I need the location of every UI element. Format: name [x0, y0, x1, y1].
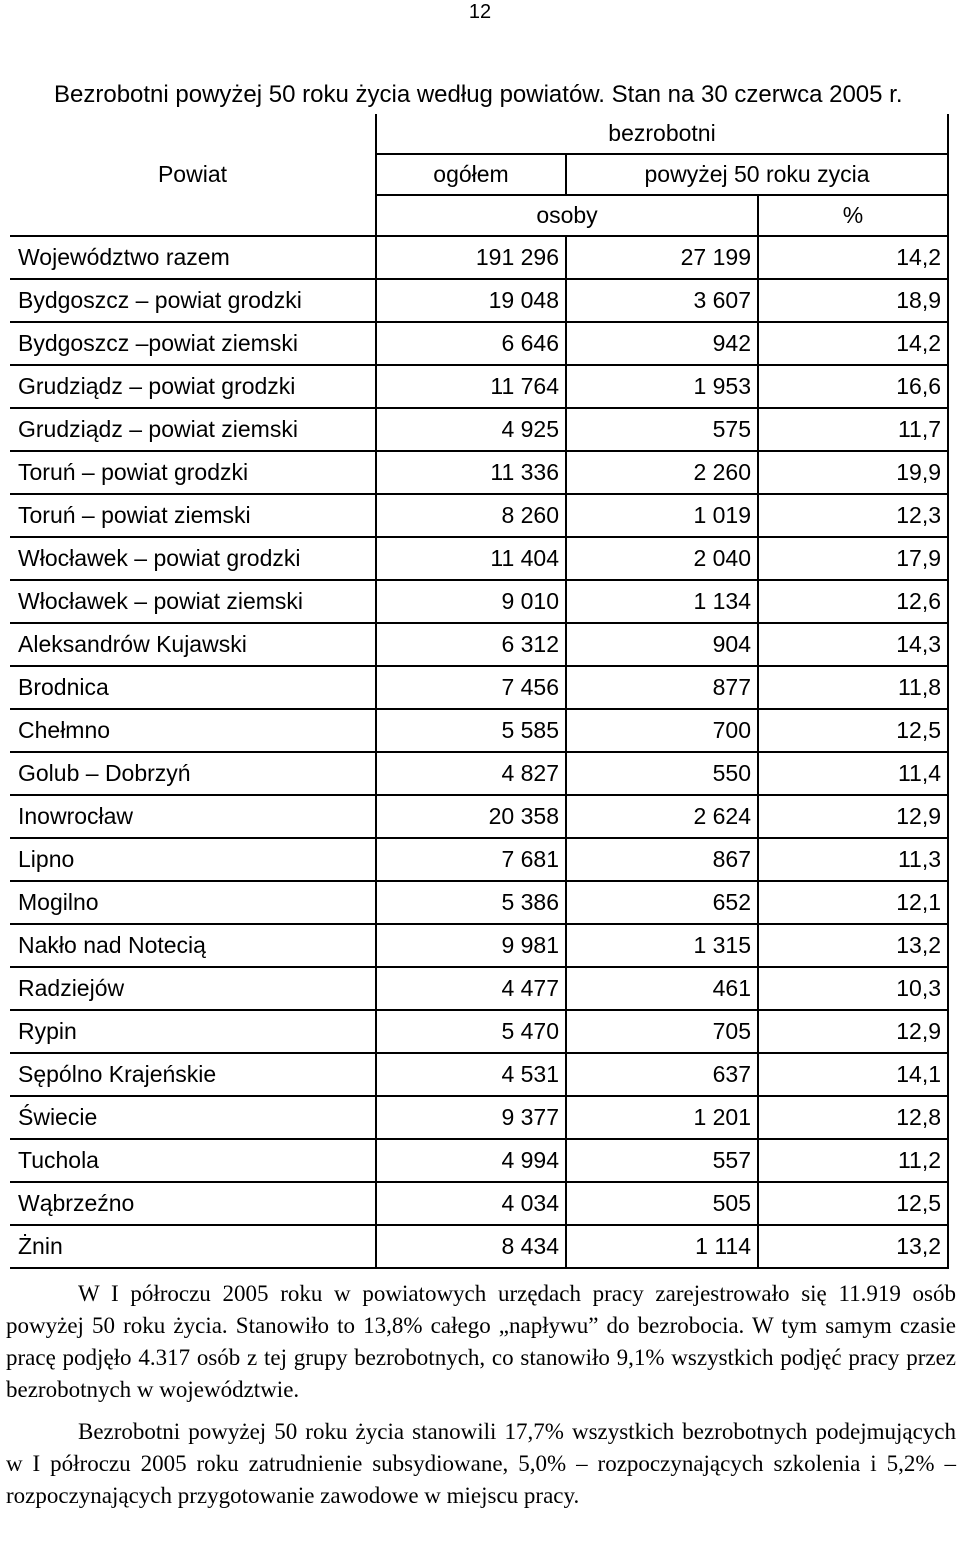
row-name-cell: Chełmno	[10, 709, 376, 752]
row-over50-cell: 700	[566, 709, 758, 752]
table-row	[10, 1182, 948, 1225]
row-name-cell: Województwo razem	[10, 236, 376, 279]
row-name-cell: Radziejów	[10, 967, 376, 1010]
row-over50-cell: 2 040	[566, 537, 758, 580]
row-over50-cell: 505	[566, 1182, 758, 1225]
row-over50-cell: 461	[566, 967, 758, 1010]
row-name-cell: Toruń – powiat grodzki	[10, 451, 376, 494]
row-total-cell: 4 994	[376, 1139, 566, 1182]
row-percent-cell: 12,1	[758, 881, 948, 924]
table-row	[10, 322, 948, 365]
row-total-cell: 5 386	[376, 881, 566, 924]
row-percent-cell: 12,5	[758, 1182, 948, 1225]
row-over50-cell: 2 624	[566, 795, 758, 838]
row-total-cell: 9 377	[376, 1096, 566, 1139]
row-name-cell: Aleksandrów Kujawski	[10, 623, 376, 666]
row-over50-cell: 637	[566, 1053, 758, 1096]
table-row	[10, 580, 948, 623]
row-total-cell: 11 404	[376, 537, 566, 580]
row-percent-cell: 12,9	[758, 795, 948, 838]
table-row	[10, 838, 948, 881]
row-total-cell: 5 585	[376, 709, 566, 752]
row-over50-cell: 3 607	[566, 279, 758, 322]
row-name-cell: Tuchola	[10, 1139, 376, 1182]
row-total-cell: 4 827	[376, 752, 566, 795]
unemployment-table	[10, 114, 949, 1269]
row-percent-cell: 12,6	[758, 580, 948, 623]
table-row	[10, 795, 948, 838]
row-over50-cell: 1 953	[566, 365, 758, 408]
row-over50-cell: 550	[566, 752, 758, 795]
row-percent-cell: 12,9	[758, 1010, 948, 1053]
page-number: 12	[468, 1, 492, 23]
table-row	[10, 236, 948, 279]
row-name-cell: Toruń – powiat ziemski	[10, 494, 376, 537]
row-name-cell: Grudziądz – powiat ziemski	[10, 408, 376, 451]
row-name-cell: Brodnica	[10, 666, 376, 709]
table-header	[10, 114, 948, 236]
row-total-cell: 7 456	[376, 666, 566, 709]
row-over50-cell: 2 260	[566, 451, 758, 494]
row-over50-cell: 942	[566, 322, 758, 365]
row-total-cell: 8 260	[376, 494, 566, 537]
row-total-cell: 9 010	[376, 580, 566, 623]
row-percent-cell: 12,3	[758, 494, 948, 537]
row-percent-cell: 11,3	[758, 838, 948, 881]
row-name-cell: Bydgoszcz – powiat grodzki	[10, 279, 376, 322]
table-row	[10, 752, 948, 795]
row-over50-cell: 904	[566, 623, 758, 666]
row-over50-cell: 1 315	[566, 924, 758, 967]
row-percent-cell: 11,4	[758, 752, 948, 795]
table-row	[10, 1010, 948, 1053]
row-over50-cell: 705	[566, 1010, 758, 1053]
row-percent-cell: 19,9	[758, 451, 948, 494]
row-total-cell: 19 048	[376, 279, 566, 322]
row-percent-cell: 14,2	[758, 322, 948, 365]
table-row	[10, 967, 948, 1010]
row-over50-cell: 27 199	[566, 236, 758, 279]
table-title: Bezrobotni powyżej 50 roku życia według powiatów. Stan na 30 czerwca 2005 r.	[54, 81, 903, 108]
row-name-cell: Włocławek – powiat grodzki	[10, 537, 376, 580]
table-row	[10, 666, 948, 709]
row-total-cell: 8 434	[376, 1225, 566, 1268]
row-total-cell: 5 470	[376, 1010, 566, 1053]
row-over50-cell: 867	[566, 838, 758, 881]
row-over50-cell: 652	[566, 881, 758, 924]
table-row	[10, 279, 948, 322]
row-over50-cell: 1 201	[566, 1096, 758, 1139]
table-row	[10, 1053, 948, 1096]
table-row	[10, 623, 948, 666]
table-body	[10, 236, 948, 1268]
row-percent-cell: 10,3	[758, 967, 948, 1010]
row-name-cell: Bydgoszcz –powiat ziemski	[10, 322, 376, 365]
row-total-cell: 4 477	[376, 967, 566, 1010]
table-row	[10, 408, 948, 451]
paragraph-1-text: W I półroczu 2005 roku w powiatowych urzędach pracy zarejestrowało się 11.919 osób powyżej 50 roku życia. Stanowiło to 13,8% całego „napływu” do bezrobocia. W tym samym czasie pracę podjęło 4.317 osób z tej grupy bezrobotnych, co stanowiło 9,1% wszystkich podjęć pracy przez bezrobotnych w województwie.	[6, 1281, 956, 1402]
table-row	[10, 1225, 948, 1268]
row-total-cell: 6 646	[376, 322, 566, 365]
row-name-cell: Inowrocław	[10, 795, 376, 838]
table-row	[10, 709, 948, 752]
row-total-cell: 4 034	[376, 1182, 566, 1225]
header-powiat: Powiat	[10, 114, 376, 236]
table-row	[10, 494, 948, 537]
header-percent: %	[758, 195, 948, 236]
table-row	[10, 451, 948, 494]
header-osoby: osoby	[376, 195, 758, 236]
row-percent-cell: 13,2	[758, 924, 948, 967]
row-percent-cell: 13,2	[758, 1225, 948, 1268]
table-row	[10, 365, 948, 408]
row-percent-cell: 12,8	[758, 1096, 948, 1139]
row-percent-cell: 12,5	[758, 709, 948, 752]
header-bezrobotni: bezrobotni	[376, 114, 948, 154]
row-total-cell: 4 925	[376, 408, 566, 451]
row-total-cell: 11 764	[376, 365, 566, 408]
row-percent-cell: 11,2	[758, 1139, 948, 1182]
row-total-cell: 4 531	[376, 1053, 566, 1096]
paragraph-2	[6, 1416, 956, 1512]
paragraph-1	[6, 1278, 956, 1406]
row-percent-cell: 18,9	[758, 279, 948, 322]
row-percent-cell: 11,7	[758, 408, 948, 451]
row-name-cell: Lipno	[10, 838, 376, 881]
row-name-cell: Świecie	[10, 1096, 376, 1139]
row-over50-cell: 557	[566, 1139, 758, 1182]
header-ogolem: ogółem	[376, 154, 566, 195]
header-powyzej-50: powyżej 50 roku zycia	[566, 154, 948, 195]
row-name-cell: Rypin	[10, 1010, 376, 1053]
row-over50-cell: 1 114	[566, 1225, 758, 1268]
row-name-cell: Żnin	[10, 1225, 376, 1268]
row-over50-cell: 1 019	[566, 494, 758, 537]
row-percent-cell: 14,3	[758, 623, 948, 666]
table-row	[10, 924, 948, 967]
row-name-cell: Wąbrzeźno	[10, 1182, 376, 1225]
row-percent-cell: 16,6	[758, 365, 948, 408]
row-percent-cell: 14,2	[758, 236, 948, 279]
row-percent-cell: 11,8	[758, 666, 948, 709]
row-percent-cell: 17,9	[758, 537, 948, 580]
row-over50-cell: 575	[566, 408, 758, 451]
row-total-cell: 6 312	[376, 623, 566, 666]
row-total-cell: 11 336	[376, 451, 566, 494]
row-name-cell: Grudziądz – powiat grodzki	[10, 365, 376, 408]
row-over50-cell: 1 134	[566, 580, 758, 623]
table-row	[10, 537, 948, 580]
row-name-cell: Golub – Dobrzyń	[10, 752, 376, 795]
row-over50-cell: 877	[566, 666, 758, 709]
row-total-cell: 9 981	[376, 924, 566, 967]
table-row	[10, 1139, 948, 1182]
table-row	[10, 881, 948, 924]
row-total-cell: 191 296	[376, 236, 566, 279]
table-row	[10, 1096, 948, 1139]
row-name-cell: Nakło nad Notecią	[10, 924, 376, 967]
paragraph-2-text: Bezrobotni powyżej 50 roku życia stanowili 17,7% wszystkich bezrobotnych podejmujących w I półroczu 2005 roku zatrudnienie subsydiowane, 5,0% – rozpoczynających szkolenia i 5,2% – rozpoczynających przygotowanie zawodowe w miejscu pracy.	[6, 1419, 956, 1508]
row-total-cell: 7 681	[376, 838, 566, 881]
row-name-cell: Mogilno	[10, 881, 376, 924]
row-name-cell: Sępólno Krajeńskie	[10, 1053, 376, 1096]
row-name-cell: Włocławek – powiat ziemski	[10, 580, 376, 623]
row-total-cell: 20 358	[376, 795, 566, 838]
row-percent-cell: 14,1	[758, 1053, 948, 1096]
